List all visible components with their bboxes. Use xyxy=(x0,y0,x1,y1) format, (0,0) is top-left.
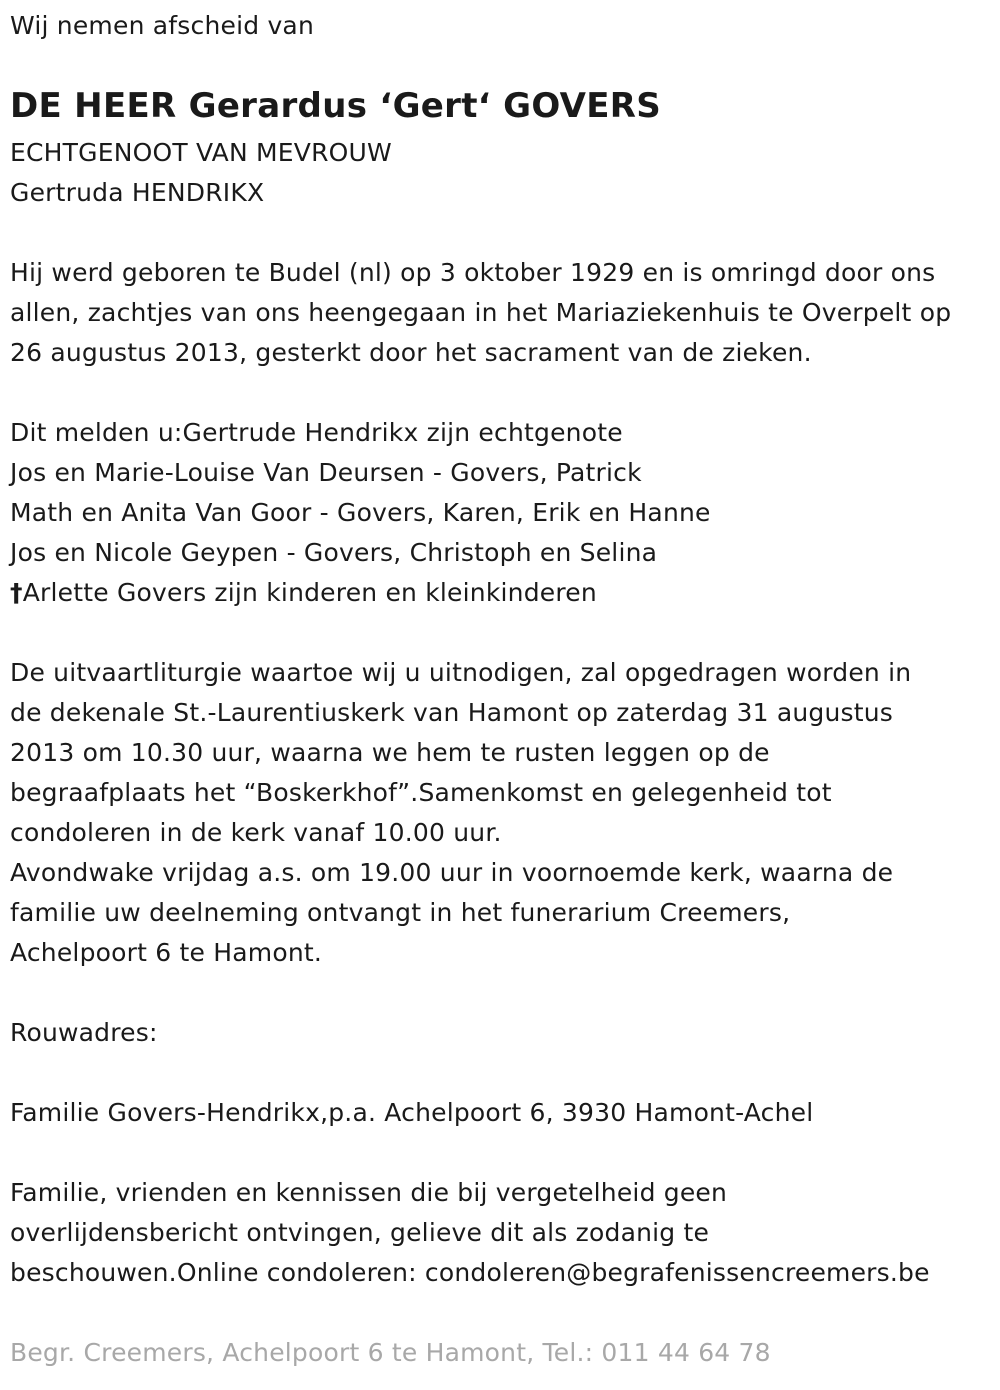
deceased-name: DE HEER Gerardus ‘Gert‘ GOVERS xyxy=(10,86,662,126)
paragraph-line: Hij werd geboren te Budel (nl) op 3 oktober 1929 en is omringd door ons xyxy=(10,258,936,287)
family-list xyxy=(10,413,711,613)
family-line: Math en Anita Van Goor - Govers, Karen, Erik en Hanne xyxy=(10,498,711,527)
notice-paragraph xyxy=(10,1173,930,1293)
paragraph-line: 2013 om 10.30 uur, waarna we hem te rusten leggen op de xyxy=(10,738,770,767)
spouse-block xyxy=(10,133,392,213)
paragraph-line-with-email: beschouwen.Online condoleren: condoleren@begrafenissencreemers.be xyxy=(10,1258,930,1287)
birth-paragraph xyxy=(10,253,951,373)
paragraph-line: allen, zachtjes van ons heengegaan in het Mariaziekenhuis te Overpelt op xyxy=(10,298,952,327)
paragraph-line: condoleren in de kerk vanaf 10.00 uur. xyxy=(10,818,502,847)
paragraph-line: Familie, vrienden en kennissen die bij vergetelheid geen xyxy=(10,1178,728,1207)
undertaker-footer: Begr. Creemers, Achelpoort 6 te Hamont, Tel.: 011 44 64 78 xyxy=(10,1338,771,1367)
spouse-line: ECHTGENOOT VAN MEVROUW xyxy=(10,138,392,167)
service-paragraph xyxy=(10,653,911,973)
family-line: Jos en Nicole Geypen - Govers, Christoph en Selina xyxy=(10,538,658,567)
rouwadres-label: Rouwadres: xyxy=(10,1018,158,1047)
paragraph-line: begraafplaats het “Boskerkhof”.Samenkomst en gelegenheid tot xyxy=(10,778,832,807)
cross-icon: † xyxy=(10,578,23,607)
family-line-text: Arlette Govers zijn kinderen en kleinkinderen xyxy=(22,578,597,607)
paragraph-line: De uitvaartliturgie waartoe wij u uitnodigen, zal opgedragen worden in xyxy=(10,658,912,687)
spouse-name: Gertruda HENDRIKX xyxy=(10,178,265,207)
paragraph-line: de dekenale St.-Laurentiuskerk van Hamont op zaterdag 31 augustus xyxy=(10,698,894,727)
intro-text: Wij nemen afscheid van xyxy=(10,11,314,40)
family-line: Dit melden u:Gertrude Hendrikx zijn echtgenote xyxy=(10,418,623,447)
paragraph-line: Achelpoort 6 te Hamont. xyxy=(10,938,323,967)
rouwadres-address: Familie Govers-Hendrikx,p.a. Achelpoort 6, 3930 Hamont-Achel xyxy=(10,1098,814,1127)
paragraph-line: overlijdensbericht ontvingen, gelieve dit als zodanig te xyxy=(10,1218,710,1247)
rouwadres-label-block xyxy=(10,1013,158,1053)
paragraph-line: familie uw deelneming ontvangt in het funerarium Creemers, xyxy=(10,898,791,927)
rouwadres-block xyxy=(10,1093,813,1133)
paragraph-line: 26 augustus 2013, gesterkt door het sacrament van de zieken. xyxy=(10,338,812,367)
paragraph-line: Avondwake vrijdag a.s. om 19.00 uur in voornoemde kerk, waarna de xyxy=(10,858,894,887)
family-line-deceased xyxy=(10,573,711,613)
family-line: Jos en Marie-Louise Van Deursen - Govers, Patrick xyxy=(10,458,642,487)
